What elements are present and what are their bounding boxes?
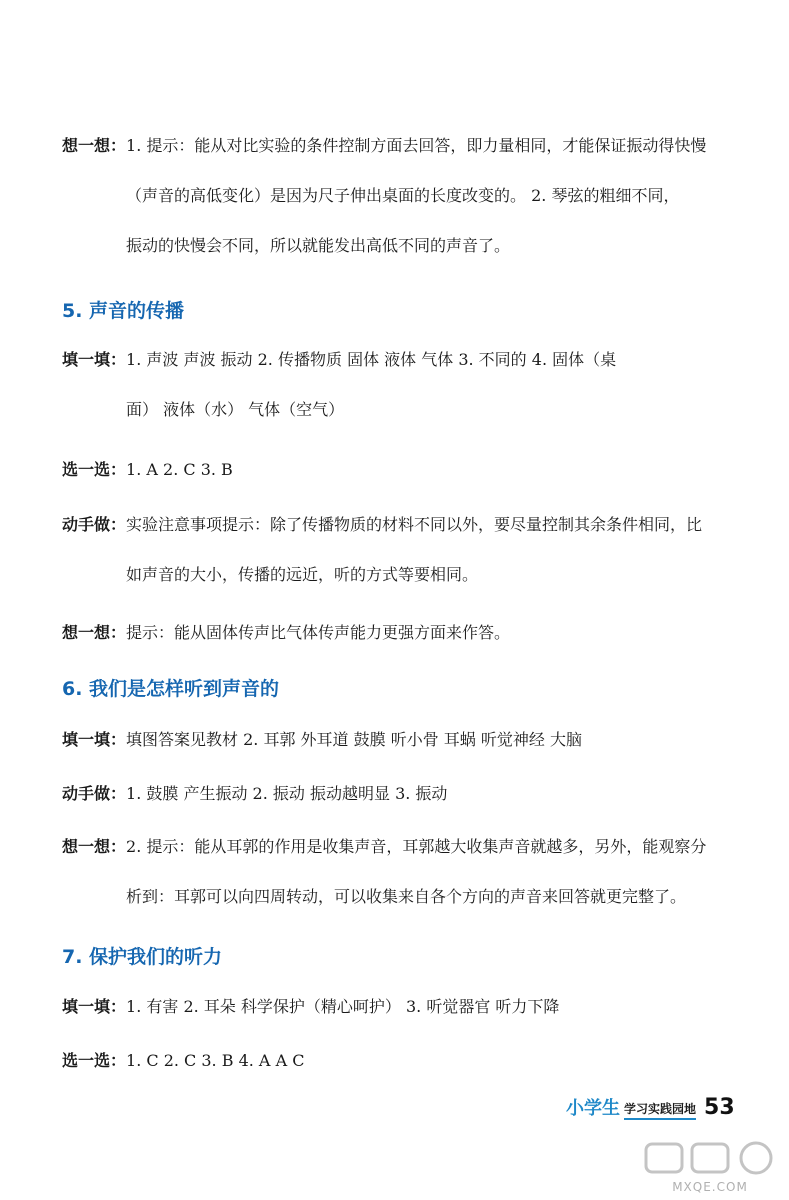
s5-choose-label: 选一选： [62,460,127,479]
s6-think [62,833,707,933]
s5-do-label: 动手做： [62,515,127,534]
s5-think [62,619,702,669]
s7-choose-label: 选一选： [62,1051,127,1070]
watermark-url: MXQE.COM [672,1180,748,1194]
s4-think-line3: 振动的快慢会不同，所以就能发出高低不同的声音了。 [126,236,511,255]
s5-think-line1: 想一想：提示：能从固体传声比气体传声能力更强方面来作答。 [62,623,511,642]
s6-think-line1: 想一想：2. 提示：能从耳郭的作用是收集声音，耳郭越大收集声音就越多，另外，能观察分 [62,837,707,856]
s5-choose [62,456,702,506]
s4-think-line1: 想一想：1. 提示：能从对比实验的条件控制方面去回答，即力量相同，才能保证振动得快慢 [62,136,707,155]
s6-do-label: 动手做： [62,784,127,803]
s5-think-label: 想一想： [62,623,127,642]
page-number: 53 [704,1095,735,1120]
watermark [640,1138,780,1196]
s5-do-line2: 如声音的大小，传播的远近，听的方式等要相同。 [126,565,479,584]
section-6-title: 6. 我们是怎样听到声音的 [62,678,280,700]
s5-fill-line2: 面） 液体（水） 气体（空气） [126,400,345,419]
brand-title: 小学生 [566,1098,620,1119]
s6-fill-label: 填一填： [62,730,127,749]
page-footer [566,1094,735,1120]
watermark-logo-icon [640,1138,780,1178]
s7-fill [62,993,702,1043]
brand-subtitle: 学习实践园地 [624,1100,696,1120]
s5-fill [62,346,702,446]
s4-think-label: 想一想： [62,136,127,155]
s6-do [62,780,702,830]
s7-choose-line1: 选一选：1. C 2. C 3. B 4. A A C [62,1051,305,1070]
s4-think [62,132,707,282]
s5-fill-line1: 填一填：1. 声波 声波 振动 2. 传播物质 固体 液体 气体 3. 不同的 4. 固体（桌 [62,350,617,369]
section-5-title: 5. 声音的传播 [62,300,185,322]
s7-fill-line1: 填一填：1. 有害 2. 耳朵 科学保护（精心呵护） 3. 听觉器官 听力下降 [62,997,560,1016]
section-7-title: 7. 保护我们的听力 [62,946,223,968]
s6-think-label: 想一想： [62,837,127,856]
s4-think-line2: （声音的高低变化）是因为尺子伸出桌面的长度改变的。 2. 琴弦的粗细不同， [126,186,680,205]
s5-do [62,511,702,611]
s5-do-line1: 动手做：实验注意事项提示：除了传播物质的材料不同以外，要尽量控制其余条件相同，比 [62,515,703,534]
s6-fill-line1: 填一填：填图答案见教材 2. 耳郭 外耳道 鼓膜 听小骨 耳蜗 听觉神经 大脑 [62,730,582,749]
s6-think-line2: 析到：耳郭可以向四周转动，可以收集来自各个方向的声音来回答就更完整了。 [126,887,687,906]
s5-choose-line1: 选一选：1. A 2. C 3. B [62,460,233,479]
s7-fill-label: 填一填： [62,997,127,1016]
s6-do-line1: 动手做：1. 鼓膜 产生振动 2. 振动 振动越明显 3. 振动 [62,784,448,803]
s6-fill [62,726,702,776]
s7-choose [62,1047,702,1097]
s5-fill-label: 填一填： [62,350,127,369]
